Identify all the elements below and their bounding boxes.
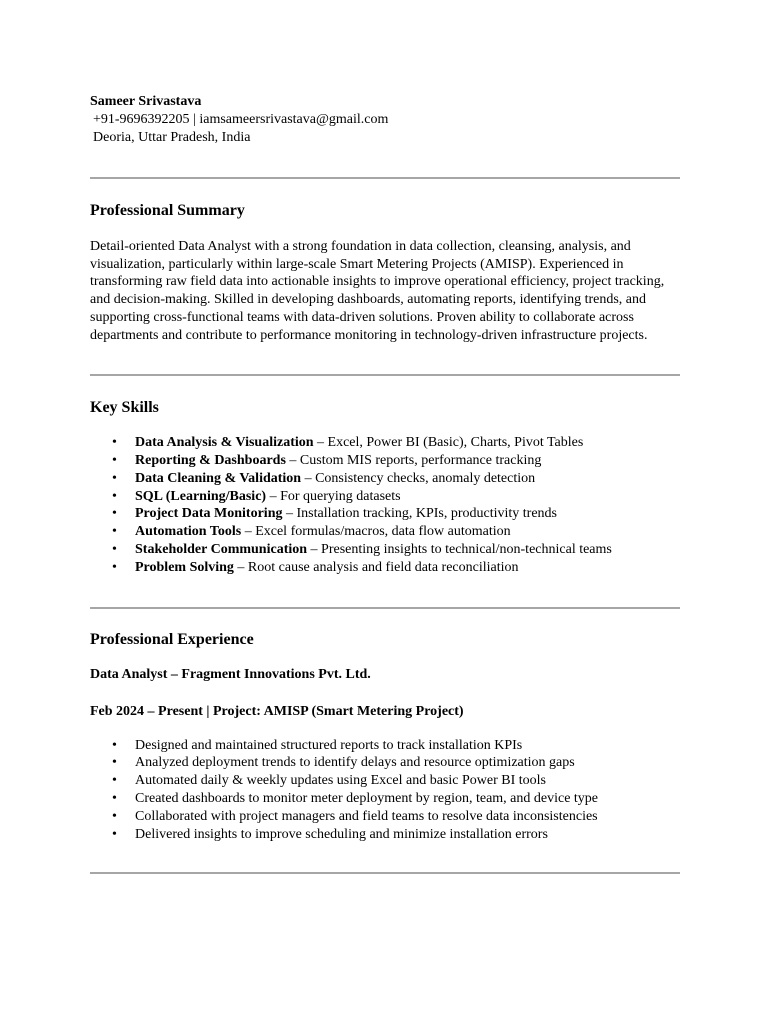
bullet-icon: • [112,773,117,789]
skill-description: – Presenting insights to technical/non-technical teams [307,542,612,557]
experience-bullet-text: Created dashboards to monitor meter deployment by region, team, and device type [135,790,599,806]
bullet-icon: • [112,826,117,842]
resume-page [90,93,680,874]
contact-phone-email: +91-9696392205 | iamsameersrivastava@gmail.com [93,112,389,127]
experience-section [90,630,680,844]
bullet-icon: • [112,559,117,575]
skills-heading: Key Skills [90,399,159,417]
skill-label: Project Data Monitoring [135,506,283,522]
skill-item [90,434,680,452]
bullet-icon: • [112,453,117,469]
skill-item [90,470,680,488]
skill-item [90,541,680,559]
experience-bullet [90,826,680,844]
experience-bullet-text: Analyzed deployment trends to identify delays and resource optimization gaps [135,755,575,771]
skill-item [90,559,680,577]
experience-bullet [90,808,680,826]
skill-item [90,452,680,470]
bullet-icon: • [112,524,117,540]
bullet-icon: • [112,808,117,824]
contact-header [90,93,680,147]
skill-label: Data Analysis & Visualization [135,435,314,451]
skill-description: – For querying datasets [266,488,401,504]
skills-list [90,434,680,576]
experience-bullet [90,754,680,772]
section-divider [90,872,680,874]
skill-label: SQL (Learning/Basic) [135,488,267,504]
section-divider [90,177,680,179]
summary-heading: Professional Summary [90,202,245,219]
section-divider [90,374,680,376]
experience-bullets [90,737,680,844]
skill-label: Data Cleaning & Validation [135,470,302,486]
experience-bullet-text: Collaborated with project managers and field teams to resolve data inconsistencies [135,808,598,824]
skill-description: – Root cause analysis and field data reconciliation [233,559,519,575]
candidate-name: Sameer Srivastava [90,94,202,109]
skill-item [90,488,680,506]
job-period: Feb 2024 – Present | Project: AMISP (Smart Metering Project) [90,703,464,719]
skill-label: Stakeholder Communication [135,542,308,557]
skill-description: – Consistency checks, anomaly detection [301,470,536,486]
section-divider [90,607,680,609]
skill-label: Automation Tools [135,524,242,540]
skill-description: – Excel formulas/macros, data flow automation [241,524,511,540]
bullet-icon: • [112,435,117,451]
experience-bullet-text: Automated daily & weekly updates using Excel and basic Power BI tools [135,773,546,789]
bullet-icon: • [112,737,117,753]
experience-bullet [90,772,680,790]
bullet-icon: • [112,542,117,557]
bullet-icon: • [112,755,117,771]
bullet-icon: • [112,506,117,522]
summary-text: Detail-oriented Data Analyst with a strong foundation in data collection, cleansing, analysis, and visualization, particularly within large-scale Smart Metering Projects (AMISP). Experienced in transforming raw field data into actionable insights to improve operational efficiency, project tracking, and decision-making. Skilled in developing dashboards, automating reports, identifying trends, and supporting cross-functional teams with data-driven solutions. Proven ability to collaborate across departments and contribute to performance monitoring in technology-driven infrastructure projects. [90,239,665,343]
skill-item [90,505,680,523]
experience-bullet-text: Designed and maintained structured reports to track installation KPIs [135,737,523,753]
skill-item [90,523,680,541]
experience-bullet [90,737,680,755]
bullet-icon: • [112,470,117,486]
bullet-icon: • [112,790,117,806]
experience-bullet-text: Delivered insights to improve scheduling and minimize installation errors [135,826,548,842]
skills-section [90,398,680,576]
skill-description: – Installation tracking, KPIs, productivity trends [282,506,557,522]
skill-description: – Excel, Power BI (Basic), Charts, Pivot Tables [313,435,584,451]
skill-description: – Custom MIS reports, performance tracking [285,453,542,469]
bullet-icon: • [112,488,117,504]
experience-bullet [90,790,680,808]
job-role: Data Analyst – Fragment Innovations Pvt. Ltd. [90,666,371,682]
summary-section [90,201,680,344]
experience-heading: Professional Experience [90,630,254,648]
contact-location: Deoria, Uttar Pradesh, India [93,130,251,145]
skill-label: Problem Solving [135,559,234,575]
skill-label: Reporting & Dashboards [135,453,286,469]
